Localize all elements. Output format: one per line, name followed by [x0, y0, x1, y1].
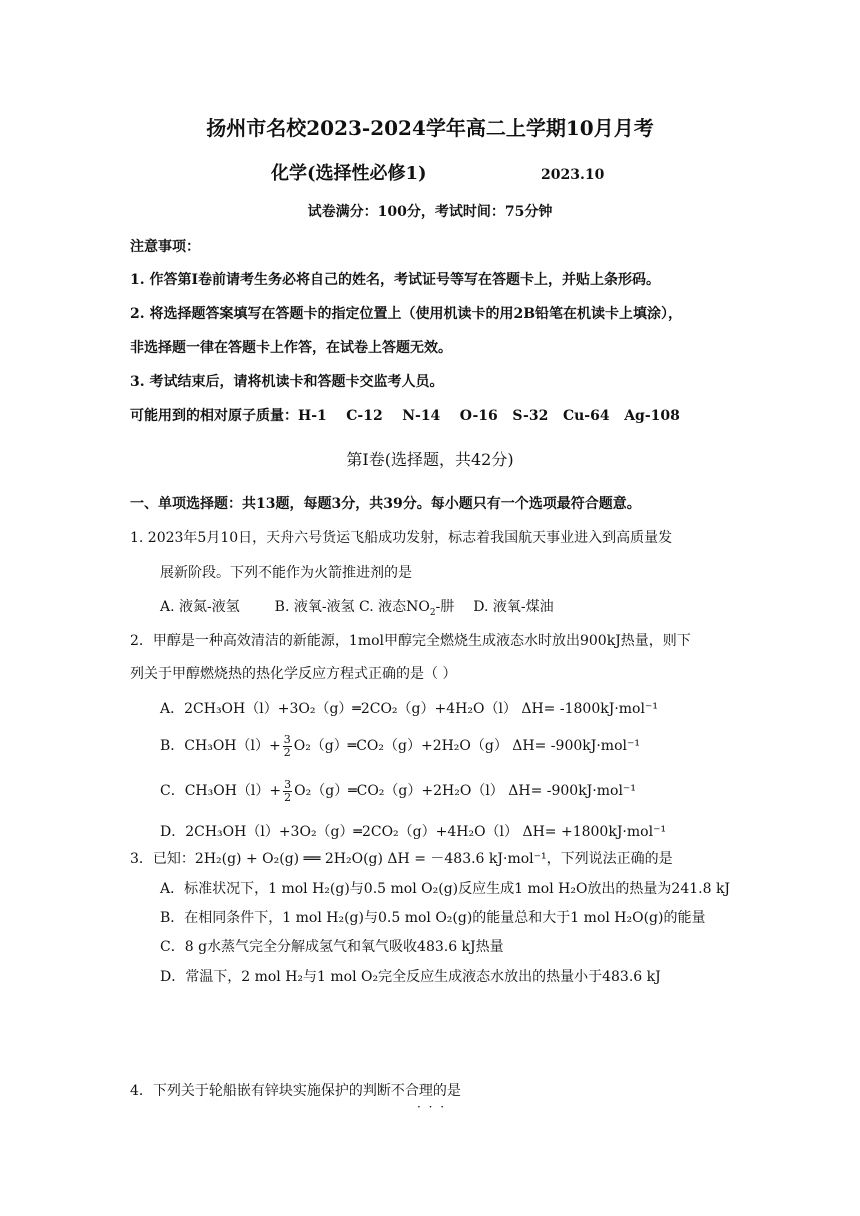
- q2-option-b: B．CH₃OH（l）+ $\frac{3}{2}$ O₂（g）═CO₂（g）+2H₂O（g） ΔH= -900kJ·mol⁻¹: [160, 732, 640, 759]
- section-title: 第Ⅰ卷(选择题，共42分): [346, 450, 514, 469]
- fraction: $\frac{3}{2}$: [283, 732, 291, 759]
- atomic-masses-label: 可能用到的相对原子质量：: [130, 408, 298, 424]
- q1-options: [160, 598, 554, 616]
- note-item: 3. 考试结束后，请将机读卡和答题卡交监考人员。: [130, 374, 444, 390]
- q1-option-a: A. 液氮-液氢: [160, 599, 240, 615]
- atomic-masses-values: H-1 C-12 N-14 O-16 S-32 Cu-64 Ag-108: [298, 408, 680, 424]
- note-item: 非选择题一律在答题卡上作答，在试卷上答题无效。: [130, 340, 452, 356]
- q3-option-a: A．标准状况下，1 mol H₂(g)与0.5 mol O₂(g)反应生成1 mol H₂O放出的热量为241.8 kJ: [160, 881, 731, 897]
- q2-stem-line2: 列关于甲醇燃烧热的热化学反应方程式正确的是（ ）: [130, 666, 457, 682]
- note-item: 2. 将选择题答案填写在答题卡的指定位置上（使用机读卡的用2B铅笔在机读卡上填涂），: [130, 306, 683, 322]
- fraction: $\frac{3}{2}$: [284, 777, 292, 804]
- notes-heading: 注意事项：: [130, 239, 200, 255]
- q3-option-b: B．在相同条件下，1 mol H₂(g)与0.5 mol O₂(g)的能量总和大于1 mol H₂O(g)的能量: [160, 910, 706, 926]
- q1-option-c: C. 液态$NO_2-$肼: [359, 599, 455, 618]
- emphasis-dots: · · ·: [417, 1100, 447, 1114]
- exam-date: 2023.10: [541, 167, 605, 183]
- q3-option-d: D．常温下，2 mol H₂与1 mol O₂完全反应生成液态水放出的热量小于483.6 kJ: [160, 969, 661, 985]
- atomic-masses: [130, 407, 680, 425]
- q3-stem: 3．已知：2H₂(g) + O₂(g) ══ 2H₂O(g) ΔH = －483.6 kJ·mol⁻¹，下列说法正确的是: [130, 851, 673, 867]
- q4-stem: 4．下列关于轮船嵌有锌块实施保护的判断不合理的是: [130, 1083, 461, 1099]
- exam-subject: 化学(选择性必修1): [271, 163, 427, 184]
- q2-option-a: A．2CH₃OH（l）+3O₂（g）═2CO₂（g）+4H₂O（l） ΔH= -1800kJ·mol⁻¹: [160, 701, 658, 717]
- q2-option-c: C．CH₃OH（l）+ $\frac{3}{2}$ O₂（g）═CO₂（g）+2H₂O（l） ΔH= -900kJ·mol⁻¹: [160, 777, 636, 804]
- q1-stem-line1: 1. 2023年5月10日，天舟六号货运飞船成功发射，标志着我国航天事业进入到高质量发: [130, 530, 673, 546]
- q2-option-d: D．2CH₃OH（l）+3O₂（g）═2CO₂（g）+4H₂O（l） ΔH= +1800kJ·mol⁻¹: [160, 824, 667, 840]
- q3-option-c: C．8 g水蒸气完全分解成氢气和氧气吸收483.6 kJ热量: [160, 939, 504, 955]
- q1-option-d: D. 液氧-煤油: [473, 599, 554, 615]
- q1-option-b: B. 液氧-液氢: [274, 599, 355, 615]
- exam-info: 试卷满分：100分，考试时间：75分钟: [307, 204, 553, 220]
- q1-stem-line2: 展新阶段。下列不能作为火箭推进剂的是: [160, 565, 412, 581]
- section-instruction: 一、单项选择题：共13题，每题3分，共39分。每小题只有一个选项最符合题意。: [130, 496, 641, 512]
- q2-stem-line1: 2．甲醇是一种高效清洁的新能源，1mol甲醇完全燃烧生成液态水时放出900kJ热量，则下: [130, 633, 691, 649]
- exam-title: 扬州市名校2023-2024学年高二上学期10月月考: [206, 116, 654, 140]
- note-item: 1. 作答第Ⅰ卷前请考生务必将自己的姓名，考试证号等写在答题卡上，并贴上条形码。: [130, 272, 661, 288]
